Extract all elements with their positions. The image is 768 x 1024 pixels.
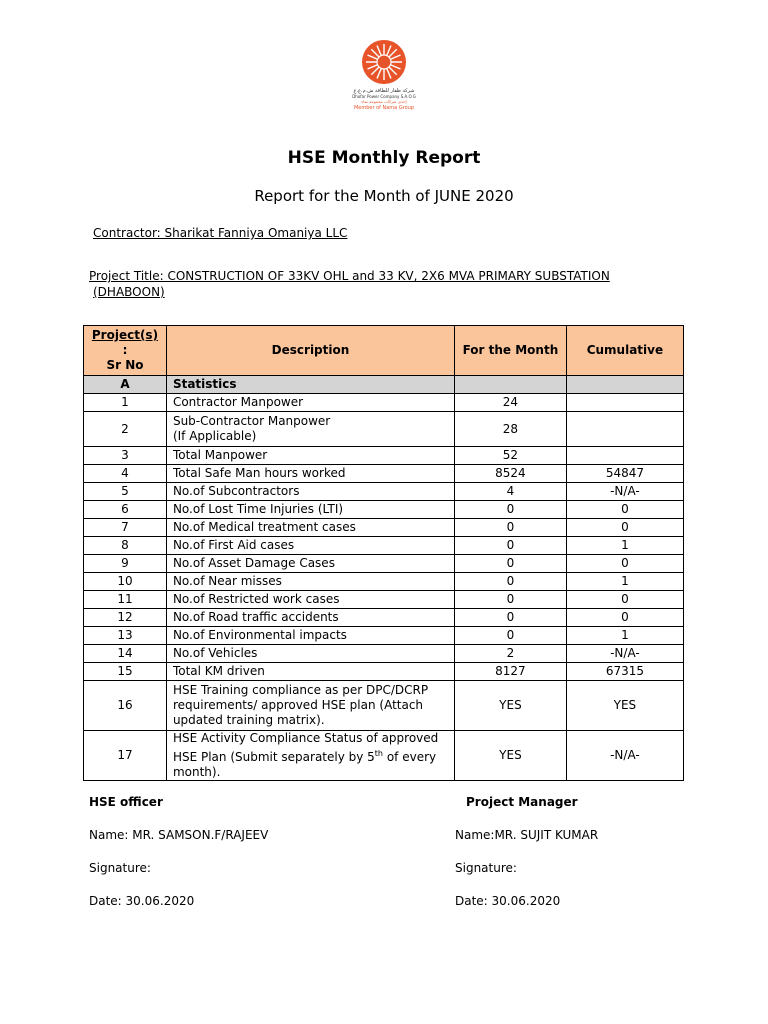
project-title-line2: (DHABOON) (93, 285, 165, 299)
section-empty-cell (455, 376, 567, 394)
row-cumulative-value: -N/A- (566, 645, 683, 663)
hse-officer-heading: HSE officer (89, 795, 163, 809)
table-row (84, 465, 684, 483)
table-row (84, 501, 684, 519)
row-month-value: 8127 (455, 663, 567, 681)
row-cumulative-value: 67315 (566, 663, 683, 681)
row-description: No.of Road traffic accidents (166, 609, 454, 627)
row-month-value: 0 (455, 591, 567, 609)
row-cumulative-value: YES (566, 681, 683, 731)
row-description: HSE Training compliance as per DPC/DCRP requirements/ approved HSE plan (Attach updated training matrix). (166, 681, 454, 731)
table-row (84, 483, 684, 501)
row-cumulative-value: 0 (566, 609, 683, 627)
table-row (84, 412, 684, 447)
row-month-value: 0 (455, 573, 567, 591)
table-row (84, 519, 684, 537)
row-description: No.of Environmental impacts (166, 627, 454, 645)
sun-logo-icon (360, 38, 408, 86)
row-number: 10 (84, 573, 167, 591)
row-number: 15 (84, 663, 167, 681)
logo-arabic-text: شركة ظفار للطاقة ش.م.ع.ع (353, 88, 415, 94)
table-header-row (84, 326, 684, 376)
row-description: No.of Lost Time Injuries (LTI) (166, 501, 454, 519)
row-description: No.of First Aid cases (166, 537, 454, 555)
hse-officer-signature: Signature: (89, 861, 151, 875)
table-row (84, 573, 684, 591)
row-month-value: 0 (455, 609, 567, 627)
header-sr-no-line2: : (122, 343, 128, 357)
table-row (84, 447, 684, 465)
row-month-value: 0 (455, 519, 567, 537)
project-manager-date: Date: 30.06.2020 (455, 894, 561, 908)
row-number: 4 (84, 465, 167, 483)
row-description: No.of Restricted work cases (166, 591, 454, 609)
row-month-value: 0 (455, 627, 567, 645)
row-month-value: 28 (455, 412, 567, 447)
row-cumulative-value (566, 412, 683, 447)
row-number: 14 (84, 645, 167, 663)
row-number: 11 (84, 591, 167, 609)
row-cumulative-value: 1 (566, 573, 683, 591)
table-row (84, 627, 684, 645)
row-cumulative-value: 0 (566, 519, 683, 537)
project-title (89, 268, 629, 300)
row-description: No.of Medical treatment cases (166, 519, 454, 537)
header-sr-no (84, 326, 167, 376)
header-sr-no-line3: Sr No (106, 358, 144, 372)
row-month-value: 24 (455, 394, 567, 412)
row-cumulative-value (566, 394, 683, 412)
row-description: Total Safe Man hours worked (166, 465, 454, 483)
row-cumulative-value: 0 (566, 591, 683, 609)
table-row (84, 645, 684, 663)
row-description (166, 731, 454, 781)
row-number: 17 (84, 731, 167, 781)
row-description: Total Manpower (166, 447, 454, 465)
project-title-line1: Project Title: CONSTRUCTION OF 33KV OHL and 33 KV, 2X6 MVA PRIMARY SUBSTATION (89, 269, 610, 283)
hse-officer-date: Date: 30.06.2020 (89, 894, 195, 908)
logo-arabic-group-text: إحدى شركات مجموعة نماء (361, 99, 407, 104)
row-number: 12 (84, 609, 167, 627)
header-for-the-month: For the Month (455, 326, 567, 376)
row-number: 7 (84, 519, 167, 537)
row-number: 1 (84, 394, 167, 412)
row-number: 5 (84, 483, 167, 501)
hse-officer-name: Name: MR. SAMSON.F/RAJEEV (89, 828, 269, 842)
row-month-value: 4 (455, 483, 567, 501)
header-description: Description (166, 326, 454, 376)
section-empty-cell (566, 376, 683, 394)
row-number: 2 (84, 412, 167, 447)
hse-statistics-table (83, 325, 684, 781)
row-cumulative-value: -N/A- (566, 483, 683, 501)
project-manager-heading: Project Manager (466, 795, 578, 809)
row-description-superscript: th (374, 749, 384, 758)
table-row (84, 663, 684, 681)
row-cumulative-value: 0 (566, 501, 683, 519)
table-row (84, 591, 684, 609)
row-month-value: YES (455, 731, 567, 781)
row-month-value: YES (455, 681, 567, 731)
row-description: No.of Vehicles (166, 645, 454, 663)
table-row (84, 394, 684, 412)
row-description-part1: HSE Activity Compliance Status of approved HSE Plan (Submit separately by 5 (172, 731, 439, 764)
table-row (84, 609, 684, 627)
logo-group-text: Member of Nama Group (353, 105, 415, 111)
row-description: No.of Near misses (166, 573, 454, 591)
row-description: Sub-Contractor Manpower (If Applicable) (166, 412, 454, 447)
row-cumulative-value: -N/A- (566, 731, 683, 781)
header-sr-no-line1: Project(s) (91, 328, 159, 342)
row-number: 6 (84, 501, 167, 519)
row-number: 8 (84, 537, 167, 555)
section-id: A (84, 376, 167, 394)
project-manager-signature: Signature: (455, 861, 517, 875)
header-cumulative: Cumulative (566, 326, 683, 376)
row-number: 16 (84, 681, 167, 731)
row-month-value: 0 (455, 537, 567, 555)
row-cumulative-value: 1 (566, 627, 683, 645)
report-title: HSE Monthly Report (287, 148, 481, 168)
row-cumulative-value: 1 (566, 537, 683, 555)
row-description: No.of Subcontractors (166, 483, 454, 501)
row-number: 9 (84, 555, 167, 573)
row-description: Total KM driven (166, 663, 454, 681)
table-row (84, 537, 684, 555)
row-number: 3 (84, 447, 167, 465)
row-description: No.of Asset Damage Cases (166, 555, 454, 573)
section-row (84, 376, 684, 394)
row-month-value: 8524 (455, 465, 567, 483)
company-logo (348, 38, 420, 134)
row-month-value: 52 (455, 447, 567, 465)
row-month-value: 2 (455, 645, 567, 663)
row-cumulative-value (566, 447, 683, 465)
report-subtitle: Report for the Month of JUNE 2020 (254, 187, 514, 205)
project-manager-name: Name:MR. SUJIT KUMAR (455, 828, 599, 842)
table-row (84, 681, 684, 731)
row-number: 13 (84, 627, 167, 645)
logo-company-text: Dhofar Power Company S.A.O.G (352, 94, 416, 99)
row-month-value: 0 (455, 555, 567, 573)
contractor-line: Contractor: Sharikat Fanniya Omaniya LLC (93, 226, 348, 240)
table-row (84, 731, 684, 781)
row-description: Contractor Manpower (166, 394, 454, 412)
table-row (84, 555, 684, 573)
section-label: Statistics (166, 376, 454, 394)
row-cumulative-value: 0 (566, 555, 683, 573)
row-cumulative-value: 54847 (566, 465, 683, 483)
row-description-part2: of every month). (172, 750, 437, 779)
row-month-value: 0 (455, 501, 567, 519)
